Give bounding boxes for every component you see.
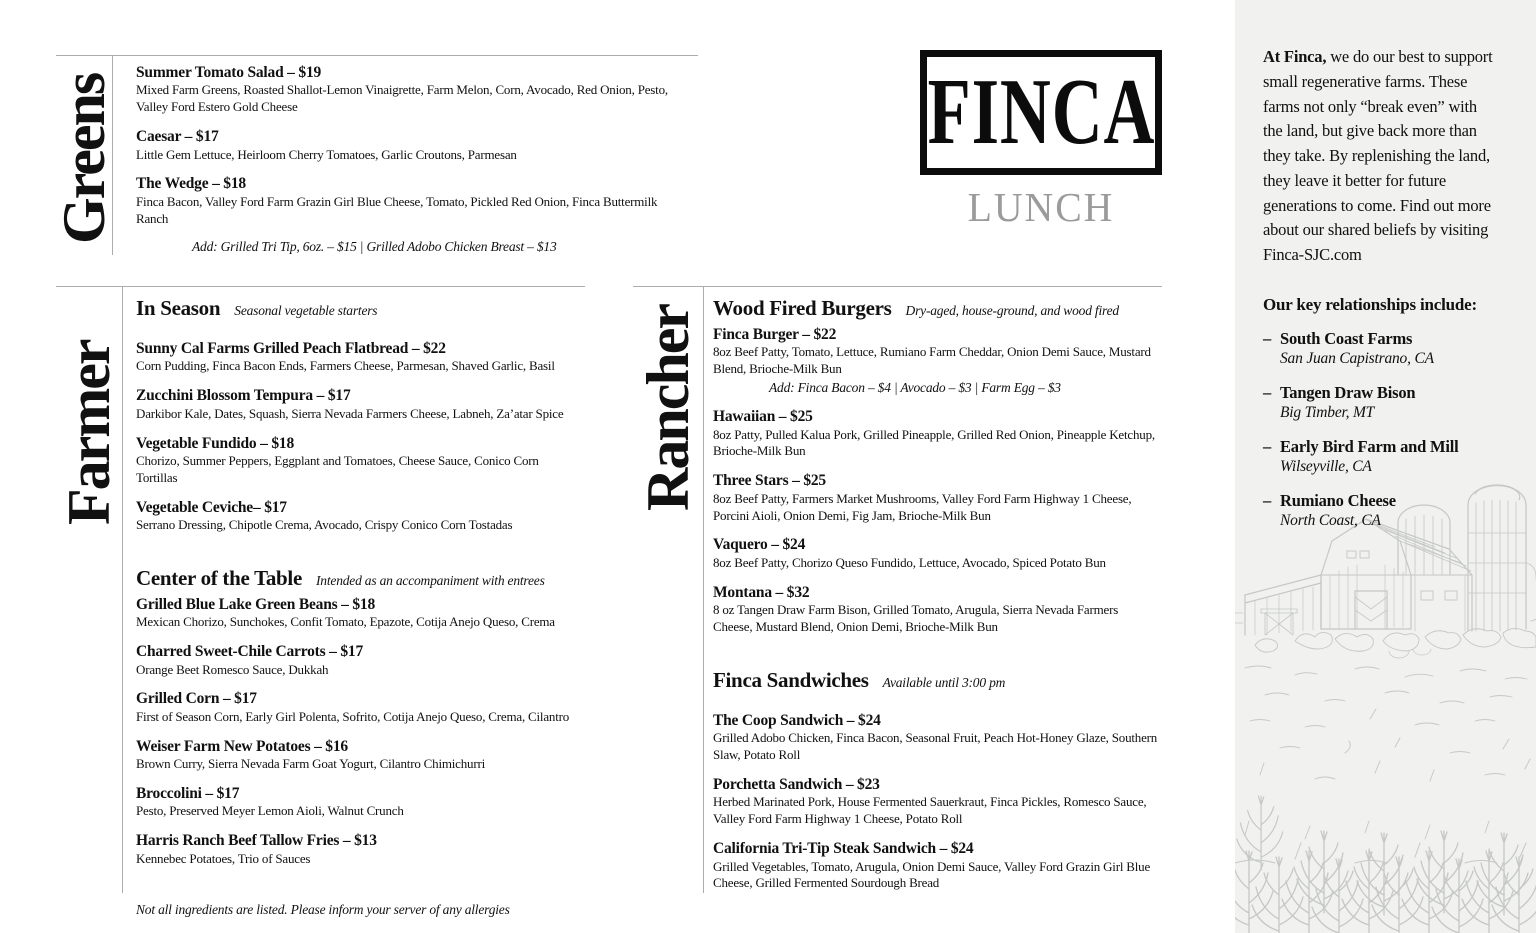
menu-item xyxy=(136,386,579,422)
menu-item xyxy=(713,583,1158,636)
menu-item xyxy=(713,711,1158,764)
section-greens-content xyxy=(113,56,698,255)
section-label-cell xyxy=(56,287,123,893)
item-description: Grilled Vegetables, Tomato, Arugula, Onion Demi Sauce, Valley Ford Grazin Girl Blue Cheese, Grilled Fermented Sourdough Bread xyxy=(713,858,1151,891)
item-description: Kennebec Potatoes, Trio of Sauces xyxy=(136,850,311,866)
relationship-name: South Coast Farms xyxy=(1280,328,1413,348)
item-description: Little Gem Lettuce, Heirloom Cherry Tomatoes, Garlic Croutons, Parmesan xyxy=(136,146,517,162)
group-tagline: Seasonal vegetable starters xyxy=(234,303,378,318)
menu-item xyxy=(713,535,1158,571)
relationship-item xyxy=(1263,383,1498,422)
item-title: Broccolini – $17 xyxy=(136,785,240,803)
relationship-name: Tangen Draw Bison xyxy=(1280,382,1416,402)
farm-barn-illustration xyxy=(1235,463,1536,933)
item-title: Caesar – $17 xyxy=(136,128,219,146)
item-title: Hawaiian – $25 xyxy=(713,408,813,426)
item-title: Montana – $32 xyxy=(713,583,810,601)
section-farmer xyxy=(56,286,585,917)
item-title: Summer Tomato Salad – $19 xyxy=(136,64,322,81)
logo-wordmark: FINCA xyxy=(927,59,1155,165)
add-ons-note: Add: Finca Bacon – $4 | Avocado – $3 | Farm Egg – $3 xyxy=(769,380,1061,396)
item-description: 8oz Beef Patty, Chorizo Queso Fundido, Lettuce, Avocado, Spiced Potato Bun xyxy=(713,554,1106,570)
item-title: Vaquero – $24 xyxy=(713,536,806,554)
vertical-label-farmer: Farmer xyxy=(56,340,122,525)
item-title: The Wedge – $18 xyxy=(136,175,246,193)
intro-body: we do our best to support small regenerative farms. These farms not only “break even” with the land, but give back more than they take. By replenishing the land, they leave it better for future generations to come. Find out more about our shared beliefs by visiting Finca-SJC.com xyxy=(1263,47,1493,264)
item-title: Vegetable Ceviche– $17 xyxy=(136,498,287,516)
bush-icon xyxy=(1527,563,1536,621)
item-title: Grilled Corn – $17 xyxy=(136,690,257,708)
menu-item xyxy=(713,471,1158,524)
section-label-cell xyxy=(633,287,704,893)
group-tagline: Intended as an accompaniment with entrees xyxy=(316,572,545,588)
group-heading-row xyxy=(136,296,579,321)
relationship-location: North Coast, CA xyxy=(1280,512,1381,530)
intro-paragraph xyxy=(1263,45,1498,268)
relationship-name: Rumiano Cheese xyxy=(1280,491,1396,511)
finca-logo xyxy=(920,50,1162,228)
relationship-location: Big Timber, MT xyxy=(1280,403,1375,421)
relationship-item xyxy=(1263,329,1498,368)
dash-bullet: – xyxy=(1263,328,1272,348)
menu-item xyxy=(136,174,690,227)
section-label-cell xyxy=(51,56,117,255)
item-description: Grilled Adobo Chicken, Finca Bacon, Seasonal Fruit, Peach Hot-Honey Glaze, Southern Slaw, Potato Roll xyxy=(713,730,1158,763)
dash-bullet: – xyxy=(1263,491,1272,511)
barn-icon xyxy=(1321,519,1472,631)
section-greens xyxy=(51,55,698,255)
menu-item xyxy=(136,689,579,725)
item-description: Chorizo, Summer Peppers, Eggplant and Tomatoes, Cheese Sauce, Conico Corn Tortillas xyxy=(136,452,539,485)
menu-item xyxy=(136,784,579,820)
item-description: Mixed Farm Greens, Roasted Shallot-Lemon Vinaigrette, Farm Melon, Corn, Avocado, Red Onion, Pesto, Valley Ford Estero Gold Cheese xyxy=(136,82,668,115)
item-description: 8oz Beef Patty, Tomato, Lettuce, Rumiano Farm Cheddar, Onion Demi Sauce, Mustard Blend, Brioche-Milk Bun xyxy=(713,344,1151,377)
relationship-item xyxy=(1263,437,1498,476)
item-title: Vegetable Fundido – $18 xyxy=(136,434,295,452)
group-tagline: Available until 3:00 pm xyxy=(882,674,1006,690)
vertical-label-greens: Greens xyxy=(51,73,117,244)
lean-to-shed-icon xyxy=(1235,575,1321,635)
group-heading: Wood Fired Burgers xyxy=(713,296,892,320)
menu-item xyxy=(136,434,579,487)
item-title: Harris Ranch Beef Tallow Fries – $13 xyxy=(136,832,377,850)
menu-item xyxy=(136,642,579,678)
item-title: Charred Sweet-Chile Carrots – $17 xyxy=(136,643,364,661)
relationship-item xyxy=(1263,491,1498,530)
item-description: Mexican Chorizo, Sunchokes, Confit Tomato, Epazote, Cotija Anejo Queso, Crema xyxy=(136,614,555,630)
logo-frame xyxy=(920,50,1162,175)
field-grass-strokes xyxy=(1245,666,1530,781)
group-heading-row xyxy=(713,668,1158,693)
relationships-heading: Our key relationships include: xyxy=(1263,294,1477,314)
hay-bales-icon xyxy=(1255,628,1536,658)
item-title: Sunny Cal Farms Grilled Peach Flatbread – $22 xyxy=(136,340,446,357)
menu-item xyxy=(136,595,579,631)
menu-item xyxy=(136,831,579,867)
item-description: Herbed Marinated Pork, House Fermented Sauerkraut, Finca Pickles, Romesco Sauce, Valley Ford Farm Highway 1 Cheese, Potato Roll xyxy=(713,794,1147,827)
item-description: Serrano Dressing, Chipotle Crema, Avocado, Crispy Conico Corn Tostadas xyxy=(136,517,513,533)
group-heading: In Season xyxy=(136,296,221,320)
menu-item xyxy=(713,839,1158,892)
dash-bullet: – xyxy=(1263,382,1272,402)
section-rancher xyxy=(633,286,1162,893)
item-description: First of Season Corn, Early Girl Polenta, Sofrito, Cotija Anejo Queso, Crema, Cilantro xyxy=(136,708,570,724)
item-title: Three Stars – $25 xyxy=(713,472,826,490)
menu-item xyxy=(713,407,1158,460)
sidebar xyxy=(1235,0,1536,933)
item-description: 8oz Patty, Pulled Kalua Pork, Grilled Pineapple, Grilled Red Onion, Pineapple Ketchup, Brioche-Milk Bun xyxy=(713,426,1155,459)
sidebar-content xyxy=(1235,0,1536,530)
group-tagline: Dry-aged, house-ground, and wood fired xyxy=(905,303,1119,318)
item-description: 8 oz Tangen Draw Farm Bison, Grilled Tomato, Arugula, Sierra Nevada Farmers Cheese, Mustard Blend, Onion Demi, Brioche-Milk Bun xyxy=(713,602,1119,634)
menu-type-subtitle: LUNCH xyxy=(967,184,1115,230)
item-title: Weiser Farm New Potatoes – $16 xyxy=(136,737,348,755)
group-heading-row xyxy=(713,296,1158,321)
intro-lead: At Finca, xyxy=(1263,47,1327,66)
relationship-location: Wilseyville, CA xyxy=(1280,457,1372,475)
relationship-location: San Juan Capistrano, CA xyxy=(1280,349,1434,367)
item-title: The Coop Sandwich – $24 xyxy=(713,711,881,729)
group-heading: Finca Sandwiches xyxy=(713,667,869,692)
item-title: Finca Burger – $22 xyxy=(713,326,837,343)
menu-item xyxy=(136,498,579,534)
item-description: 8oz Beef Patty, Farmers Market Mushrooms, Valley Ford Farm Highway 1 Cheese, Porcini Aioli, Onion Demi, Fig Jam, Brioche-Milk Bun xyxy=(713,490,1132,523)
allergy-note: Not all ingredients are listed. Please inform your server of any allergies xyxy=(136,901,510,917)
menu-item xyxy=(136,63,690,116)
add-ons-note: Add: Grilled Tri Tip, 6oz. – $15 | Grilled Adobo Chicken Breast – $13 xyxy=(192,238,557,254)
item-description: Brown Curry, Sierra Nevada Farm Goat Yogurt, Cilantro Chimichurri xyxy=(136,756,486,772)
group-heading: Center of the Table xyxy=(136,565,302,590)
dash-bullet: – xyxy=(1263,437,1272,457)
item-description: Darkibor Kale, Dates, Squash, Sierra Nevada Farmers Cheese, Labneh, Za’atar Spice xyxy=(136,405,564,421)
item-description: Orange Beet Romesco Sauce, Dukkah xyxy=(136,661,329,677)
item-description: Corn Pudding, Finca Bacon Ends, Farmers Cheese, Parmesan, Shaved Garlic, Basil xyxy=(136,358,555,374)
item-description: Pesto, Preserved Meyer Lemon Aioli, Walnut Crunch xyxy=(136,803,404,819)
relationship-name: Early Bird Farm and Mill xyxy=(1280,437,1459,457)
menu-item xyxy=(136,127,690,163)
item-title: Porchetta Sandwich – $23 xyxy=(713,776,880,794)
menu-item xyxy=(136,737,579,773)
menu-item xyxy=(713,325,1158,396)
section-farmer-content xyxy=(123,287,585,917)
menu-item xyxy=(713,775,1158,828)
corn-field-icon xyxy=(1235,796,1536,933)
menu-item xyxy=(136,339,579,375)
group-heading-row xyxy=(136,566,579,591)
section-rancher-content xyxy=(704,287,1162,893)
item-title: California Tri-Tip Steak Sandwich – $24 xyxy=(713,840,974,858)
item-title: Grilled Blue Lake Green Beans – $18 xyxy=(136,595,375,613)
vertical-label-rancher: Rancher xyxy=(635,305,701,511)
item-description: Finca Bacon, Valley Ford Farm Grazin Girl Blue Cheese, Tomato, Pickled Red Onion, Finca Buttermilk Ranch xyxy=(136,193,658,226)
item-title: Zucchini Blossom Tempura – $17 xyxy=(136,387,351,405)
